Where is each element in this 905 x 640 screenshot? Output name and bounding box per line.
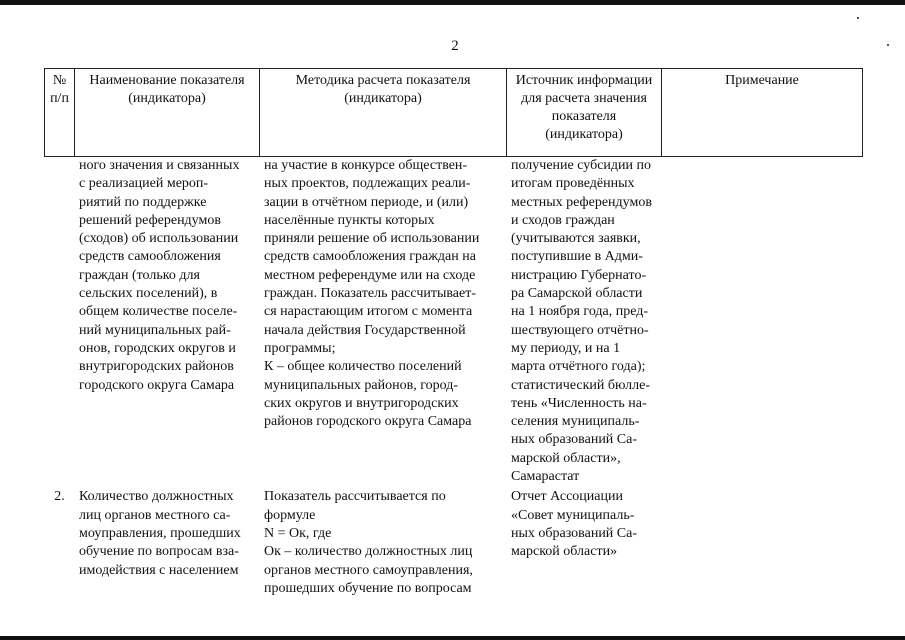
header-number: № п/п [45, 69, 75, 157]
row-number [45, 157, 75, 487]
method-definition: Oк – количество должностных лиц органов местного самоуправления, прошедших обучение по вопросам [264, 544, 473, 596]
header-calculation-method: Методика расчета показателя (индикатора) [260, 69, 507, 157]
note [662, 486, 863, 598]
header-information-source: Источник информации для расчета значения показателя (индикатора) [507, 69, 662, 157]
table-row [45, 486, 863, 598]
information-source: получение субсидии по итогам проведённых местных референдумов и сходов граждан (учитываются заявки, поступившие в Адми- нистрацию Губернато- ра Самарской области на 1 ноября года, пред- шествующего отчётно- му периоду, и на 1 марта отчётного года); статистический бюлле- тень «Численность на- селения муниципаль- ных образований Са- марской области», Самарастат [511, 158, 652, 485]
note [662, 157, 863, 487]
page-number: 2 [451, 38, 459, 54]
information-source: Отчет Ассоциации «Совет муниципаль- ных образований Са- марской области» [511, 489, 638, 560]
table-row [45, 157, 863, 487]
scan-speck [857, 17, 859, 19]
calculation-method [260, 486, 507, 598]
indicator-name: ного значения и связанных с реализацией мероп- риятий по поддержке решений референдумов (сходов) об использовании средств самообложения граждан (только для сельских поселений), в общем количестве поселе- ний муниципальных рай- онов, городских округов и внутригородских районов городского округа Самара [79, 158, 240, 393]
indicator-table [44, 68, 863, 598]
header-note: Примечание [662, 69, 863, 157]
indicator-name: Количество должностных лиц органов местного са- моуправления, прошедших обучение по вопросам вза- имодействия с населением [79, 489, 241, 578]
bottom-border [0, 636, 905, 640]
formula: N = Oк, где [264, 525, 332, 541]
table-header-row [45, 69, 863, 157]
method-intro: Показатель рассчитывается по формуле [264, 489, 446, 523]
row-number: 2. [54, 489, 65, 505]
scan-speck [887, 44, 889, 46]
top-border [0, 0, 905, 5]
calculation-method: на участие в конкурсе обществен- ных проектов, подлежащих реали- зации в отчётном периоде, и (или) населённые пункты которых приняли решение об использовании средств самообложения граждан на местном референдуме или на сходе граждан. Показатель рассчитывает- ся нарастающим итогом с момента начала действия Государственной программы; К – общее количество поселений муниципальных районов, город- ских округов и внутригородских районов городского округа Самара [264, 158, 480, 430]
header-indicator-name: Наименование показателя (индикатора) [75, 69, 260, 157]
